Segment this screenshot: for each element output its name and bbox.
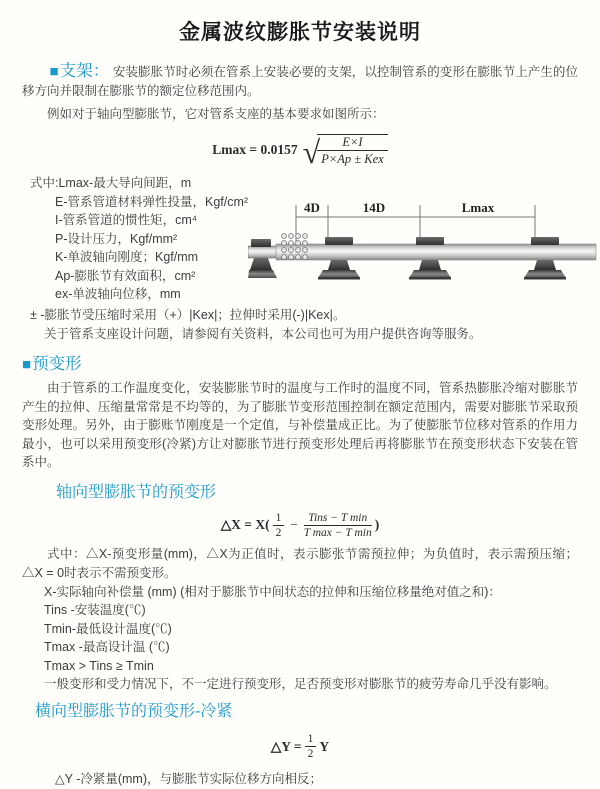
pipe-stub: [248, 246, 278, 258]
variable-line: P-设计压力，Kgf/mm²: [55, 231, 178, 246]
variable-line: Ap-膨胀节有效面积，cm²: [55, 268, 196, 283]
lmax-formula-fraction: [317, 134, 388, 166]
variable-line: 关于管系支座设计问题，请参阅有关资料，本公司也可为用户提供咨询等服务。: [44, 326, 482, 341]
lmax-formula-numerator: E×I: [317, 135, 388, 151]
axial-note-line: Tmin-最低设计温度(℃): [44, 621, 172, 636]
axial-subheading: 轴向型膨胀节的预变形: [56, 483, 217, 501]
lmax-formula-lhs: Lmax = 0.0157: [212, 142, 298, 157]
variable-line: E-管系管道材料弹性投量，Kgf/cm²: [55, 194, 249, 209]
dim-label-4d: 4D: [304, 200, 320, 215]
variable-line: ± -膨胀节受压缩时采用（+）|Kex|；拉伸时采用(-)|Kex|。: [30, 308, 346, 322]
lmax-formula-denominator: P×Ap ± Kex: [321, 152, 384, 166]
axial-formula-half-fraction: [273, 512, 285, 539]
fraction-numerator: Tins − T min: [304, 512, 372, 526]
pipe-diagram-drawing: [248, 200, 600, 300]
dim-label-lmax: Lmax: [461, 200, 495, 215]
support-intro-text: 安装膨胀节时必须在管系上安装必要的支架，以控制管系的变形在膨胀节上产生的位移方向并限制在膨胀节的额定位移范围内。: [22, 65, 578, 98]
section-square-icon: ■: [49, 63, 59, 80]
axial-formula: [22, 512, 578, 539]
lateral-formula: [22, 733, 578, 760]
dim-label-14d: 14D: [362, 200, 386, 215]
fraction-numerator: 1: [305, 733, 317, 747]
page-title: 金属波纹膨胀节安装说明: [179, 21, 421, 44]
axial-note-line: X-实际轴向补偿量 (mm) (相对于膨胀节中间状态的拉伸和压缩位移量绝对值之和)：: [44, 584, 501, 599]
lateral-formula-lhs: △Y =: [270, 738, 302, 754]
axial-note-line: Tmax > Tins ≥ Tmin: [44, 658, 154, 673]
fraction-denominator: T max − T min: [303, 526, 372, 539]
fraction-denominator: 2: [275, 526, 282, 539]
axial-formula-rhs: ): [374, 517, 380, 533]
anchor-stem: [250, 258, 272, 270]
lateral-formula-half-fraction: [305, 733, 317, 760]
anchor-foot: [248, 270, 277, 278]
anchor-clamp: [251, 239, 271, 247]
lateral-formula-rhs: Y: [319, 738, 330, 754]
axial-explanation: 式中：△X-预变形量(mm)，△X为正值时，表示膨张节需预拉伸；为负值时，表示需预压缩；△X = 0时表示不需预变形。: [22, 546, 578, 580]
pipe-support-diagram: [248, 200, 600, 300]
variable-line: ex-单波轴向位移，mm: [55, 287, 181, 301]
preform-heading: 预变形: [32, 355, 82, 373]
lateral-subheading: 横向型膨胀节的预变形-冷紧: [35, 703, 233, 721]
radical-sign-icon: √: [302, 134, 321, 170]
variables-and-diagram: [22, 174, 578, 306]
fraction-numerator: 1: [273, 512, 285, 526]
support-example-line: 例如对于轴向型膨胀节，它对管系支座的基本要求如图所示：: [47, 107, 385, 121]
minus-sign: −: [290, 517, 298, 533]
axial-formula-temp-fraction: [304, 512, 372, 539]
axial-note-line: Tmax -最高设计温 (℃): [44, 640, 170, 655]
support-paragraph: [22, 62, 578, 101]
variable-line: K-单波轴向刚度；Kgf/mm: [55, 250, 199, 264]
preform-heading-row: [22, 355, 578, 375]
lateral-note-line: △Y -冷紧量(mm)，与膨胀节实际位移方向相反；: [55, 772, 323, 787]
variable-line: I-管系管道的惯性矩，cm⁴: [55, 213, 198, 227]
preform-paragraph: 由于管系的工作温度变化，安装膨胀节时的温度与工作时的温度不同，管系热膨胀冷缩对膨胀节产生的拉伸、压缩量常常是不均等的，为了膨胀节变形范围控制在额定范围内，需要对膨胀节采取预变形处理。另外，由于膨账节刚度是一个定值，与补偿量成正比。为了使膨胀节位移对管系的作用力最小，也可以采用预变形(冷紧)方让对膨胀节进行预变形处理后再将膨胀节在预变形状态下安装在管系中。: [22, 381, 578, 470]
axial-note-line: Tins -安装温度(℃): [44, 603, 146, 618]
fraction-denominator: 2: [307, 748, 314, 761]
axial-formula-lhs: △X = X(: [220, 517, 270, 533]
section-square-icon: ■: [22, 356, 32, 373]
lmax-formula: [22, 134, 578, 170]
axial-note-line: 一般变形和受力情况下，不一定进行预变形，足否预变形对膨胀节的疲劳寿命几乎没有影响。: [44, 677, 557, 691]
variable-line: 式中:Lmax-最大导向间距，m: [30, 176, 192, 190]
support-heading: 支架：: [59, 62, 110, 80]
main-pipe: [276, 244, 596, 260]
